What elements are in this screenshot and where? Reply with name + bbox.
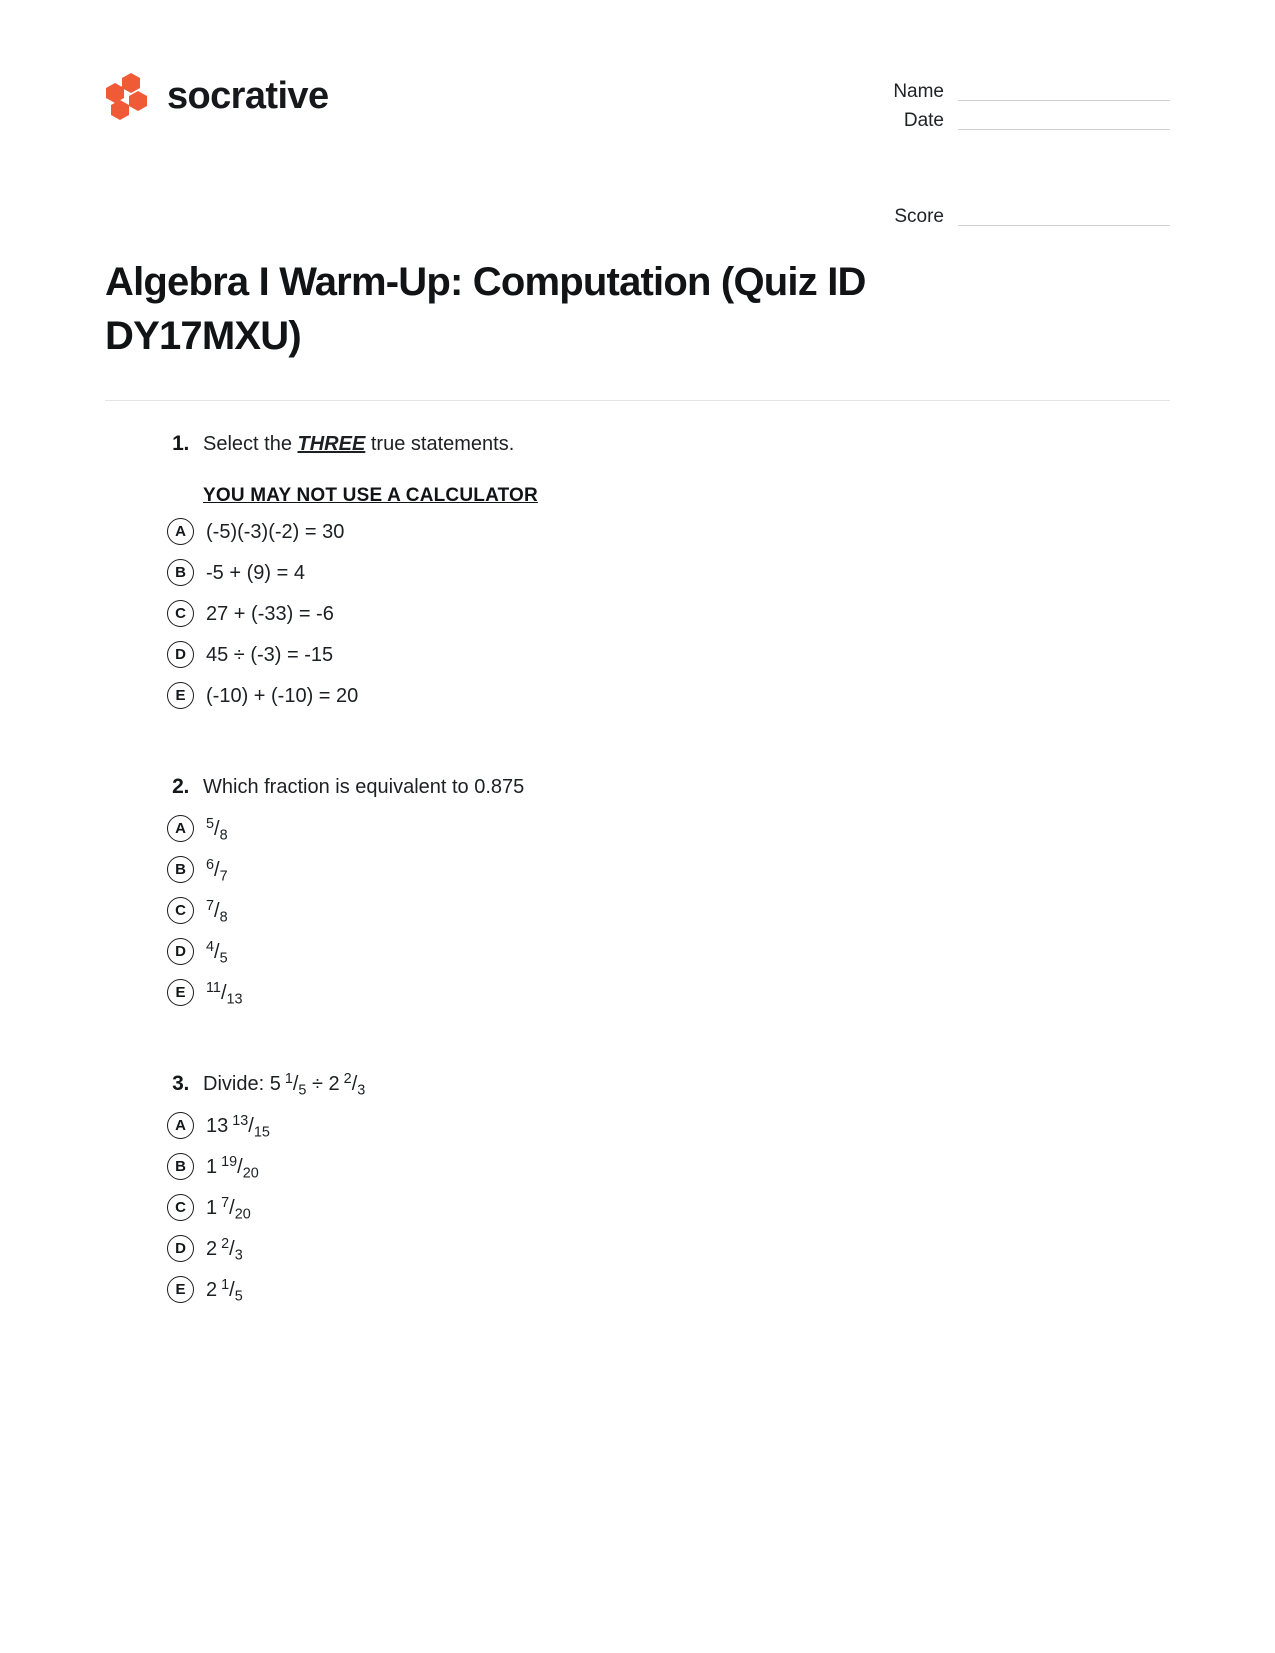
fraction-numerator: 1 [221, 1276, 230, 1293]
name-label: Name [893, 81, 944, 102]
q3-operand-a-numerator: 1 [284, 1071, 293, 1088]
question-2 [105, 772, 1170, 1013]
choice-text [206, 1277, 243, 1303]
choice-bubble[interactable]: D [167, 938, 194, 965]
date-row [842, 101, 1170, 130]
question-1-prompt [203, 429, 514, 459]
choice-text [206, 1113, 270, 1139]
name-input-line[interactable] [958, 100, 1170, 101]
fraction-slash: / [229, 1237, 235, 1260]
fraction-slash: / [229, 1196, 235, 1219]
question-3-number: 3. [172, 1072, 189, 1096]
fraction-denominator: 3 [234, 1247, 243, 1263]
brand-logo [105, 58, 328, 120]
mixed-whole: 1 [206, 1155, 218, 1178]
mixed-whole: 1 [206, 1196, 218, 1219]
fraction-numerator: 11 [206, 979, 221, 996]
q1-prompt-after: true statements. [365, 433, 515, 456]
choice-text: (-5)(-3)(-2) = 30 [206, 520, 345, 543]
page-title: Algebra I Warm-Up: Computation (Quiz ID DY17MXU) [105, 260, 866, 358]
fraction-slash: / [214, 817, 220, 840]
fraction-slash: / [351, 1073, 358, 1096]
fraction-slash: / [214, 940, 220, 963]
choice-2-b[interactable] [105, 849, 1170, 890]
choice-bubble[interactable]: A [167, 1112, 194, 1139]
choice-2-a[interactable] [105, 808, 1170, 849]
choice-text [206, 857, 228, 883]
choice-bubble[interactable]: D [167, 641, 194, 668]
choice-bubble[interactable]: C [167, 600, 194, 627]
score-row [842, 197, 1170, 226]
fraction-numerator: 7 [221, 1194, 230, 1211]
date-input-line[interactable] [958, 129, 1170, 130]
choice-3-c[interactable] [105, 1187, 1170, 1228]
question-2-prompt: Which fraction is equivalent to 0.875 [203, 776, 525, 799]
choice-bubble[interactable]: A [167, 815, 194, 842]
choice-text: 27 + (-33) = -6 [206, 602, 334, 625]
q3-operand-a-whole: 5 [269, 1073, 281, 1096]
question-1 [105, 429, 1170, 716]
question-spacer [105, 746, 1170, 772]
q1-prompt-emphasis: THREE [297, 433, 366, 456]
q3-operator: ÷ [306, 1073, 329, 1096]
question-2-choices [105, 808, 1170, 1013]
score-input-line[interactable] [958, 225, 1170, 226]
question-2-head [105, 772, 1170, 802]
choice-text [206, 980, 243, 1006]
choice-bubble[interactable]: E [167, 979, 194, 1006]
name-row [842, 72, 1170, 101]
fraction-slash: / [220, 981, 227, 1004]
mixed-whole: 2 [206, 1278, 218, 1301]
fraction-denominator: 5 [219, 950, 228, 966]
choice-bubble[interactable]: C [167, 897, 194, 924]
fraction-denominator: 8 [219, 827, 228, 843]
question-1-number: 1. [172, 432, 189, 456]
fraction-numerator: 5 [206, 815, 215, 832]
choice-text: (-10) + (-10) = 20 [206, 684, 359, 707]
mixed-whole: 13 [206, 1114, 229, 1137]
choice-text [206, 898, 228, 924]
choice-1-e[interactable] [105, 675, 1170, 716]
q3-operand-a-denominator: 5 [298, 1082, 307, 1099]
choice-1-b[interactable] [105, 552, 1170, 593]
question-3-head [105, 1069, 1170, 1099]
choice-text [206, 939, 228, 965]
choice-bubble[interactable]: D [167, 1235, 194, 1262]
choice-3-a[interactable] [105, 1105, 1170, 1146]
choice-bubble[interactable]: B [167, 1153, 194, 1180]
date-label: Date [903, 110, 944, 131]
score-label: Score [894, 206, 944, 227]
choice-text [206, 1236, 243, 1262]
choice-1-a[interactable] [105, 511, 1170, 552]
choice-2-e[interactable] [105, 972, 1170, 1013]
choice-bubble[interactable]: A [167, 518, 194, 545]
choice-2-d[interactable] [105, 931, 1170, 972]
q3-operand-b-denominator: 3 [357, 1082, 366, 1099]
fraction-slash: / [214, 899, 220, 922]
fraction-slash: / [214, 858, 220, 881]
fraction-slash: / [237, 1155, 243, 1178]
choice-text: -5 + (9) = 4 [206, 561, 305, 584]
question-2-number: 2. [172, 775, 189, 799]
question-1-note: YOU MAY NOT USE A CALCULATOR [203, 485, 538, 507]
fraction-denominator: 7 [219, 868, 228, 884]
question-3-choices [105, 1105, 1170, 1310]
page-header [0, 0, 1275, 226]
choice-1-d[interactable] [105, 634, 1170, 675]
q3-operand-b-whole: 2 [328, 1073, 340, 1096]
fraction-denominator: 13 [226, 991, 243, 1007]
fraction-numerator: 19 [221, 1153, 238, 1170]
choice-3-e[interactable] [105, 1269, 1170, 1310]
questions-list [105, 401, 1170, 1310]
question-3 [105, 1069, 1170, 1310]
choice-text: 45 ÷ (-3) = -15 [206, 643, 334, 666]
fraction-denominator: 20 [234, 1206, 251, 1222]
question-1-choices [105, 511, 1170, 716]
choice-bubble[interactable]: C [167, 1194, 194, 1221]
q3-prompt-lead: Divide: [203, 1073, 270, 1096]
fraction-denominator: 5 [234, 1288, 243, 1304]
fraction-numerator: 4 [206, 938, 215, 955]
socrative-hexagon-logo-icon [105, 72, 151, 120]
question-1-head [105, 429, 1170, 459]
mixed-whole: 2 [206, 1237, 218, 1260]
choice-3-d[interactable] [105, 1228, 1170, 1269]
fraction-slash: / [248, 1114, 254, 1137]
q1-prompt-before: Select the [203, 433, 298, 456]
choice-bubble[interactable]: E [167, 1276, 194, 1303]
choice-bubble[interactable]: E [167, 682, 194, 709]
fraction-numerator: 7 [206, 897, 215, 914]
fraction-slash: / [292, 1073, 299, 1096]
choice-2-c[interactable] [105, 890, 1170, 931]
fraction-denominator: 8 [219, 909, 228, 925]
question-3-prompt [203, 1069, 365, 1099]
fraction-denominator: 15 [253, 1124, 270, 1140]
choice-3-b[interactable] [105, 1146, 1170, 1187]
choice-text [206, 816, 228, 842]
choice-text [206, 1195, 251, 1221]
choice-bubble[interactable]: B [167, 856, 194, 883]
brand-name: socrative [167, 75, 329, 117]
choice-1-c[interactable] [105, 593, 1170, 634]
q3-operand-b-numerator: 2 [343, 1071, 352, 1088]
fraction-numerator: 13 [232, 1112, 249, 1129]
student-meta-block [842, 58, 1170, 226]
choice-text [206, 1154, 259, 1180]
fraction-numerator: 6 [206, 856, 215, 873]
fraction-numerator: 2 [221, 1235, 230, 1252]
question-spacer [105, 1043, 1170, 1069]
fraction-denominator: 20 [242, 1165, 259, 1181]
fraction-slash: / [229, 1278, 235, 1301]
choice-bubble[interactable]: B [167, 559, 194, 586]
